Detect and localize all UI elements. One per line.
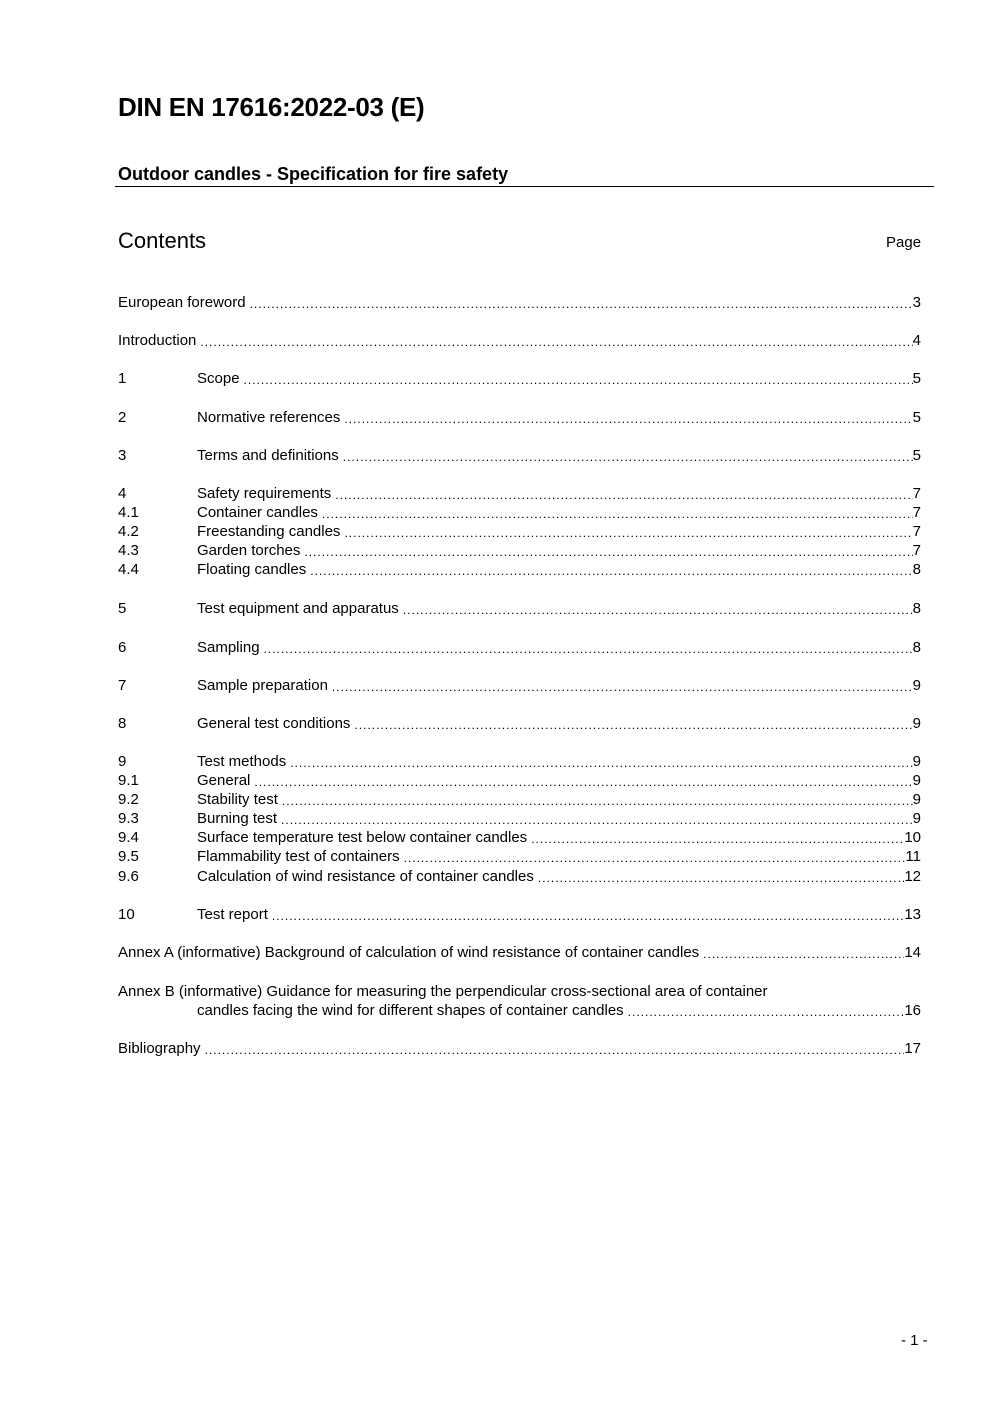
dot-leader	[538, 870, 904, 886]
toc-entry-annex-b-line-1[interactable]	[118, 982, 921, 1001]
toc-entry-2[interactable]	[118, 408, 921, 427]
dot-leader	[250, 296, 913, 312]
dot-leader	[354, 717, 912, 733]
toc-entry-page: 9	[912, 677, 921, 694]
toc-entry-page: 3	[912, 294, 921, 311]
dot-leader	[628, 1004, 905, 1020]
toc-entry-title: Freestanding candles	[197, 523, 341, 540]
toc-entry-number: 4.2	[118, 523, 139, 540]
toc-entry-title: Floating candles	[197, 561, 307, 578]
toc-entry-page: 14	[904, 944, 921, 961]
toc-entry-9-5[interactable]	[118, 847, 921, 866]
toc-entry-number: 1	[118, 370, 127, 387]
toc-entry-introduction[interactable]	[118, 331, 921, 350]
toc-entry-page: 8	[912, 600, 921, 617]
toc-entry-page: 9	[912, 810, 921, 827]
toc-entry-annex-a[interactable]	[118, 943, 921, 962]
toc-entry-title: Stability test	[197, 791, 278, 808]
toc-entry-3[interactable]	[118, 446, 921, 465]
toc-entry-9-6[interactable]	[118, 867, 921, 886]
toc-entry-page: 8	[912, 639, 921, 656]
toc-entry-7[interactable]	[118, 676, 921, 695]
toc-entry-title: Surface temperature test below container candles	[197, 829, 528, 846]
dot-leader	[244, 372, 913, 388]
toc-entry-8[interactable]	[118, 714, 921, 733]
dot-leader	[343, 449, 913, 465]
toc-entry-annex-b-line-2[interactable]	[118, 1001, 921, 1020]
toc-entry-10[interactable]	[118, 905, 921, 924]
toc-entry-number: 4	[118, 485, 127, 502]
toc-entry-1[interactable]	[118, 369, 921, 388]
toc-entry-title: Sampling	[197, 639, 260, 656]
toc-entry-4-2[interactable]	[118, 522, 921, 541]
toc-entry-4-3[interactable]	[118, 541, 921, 560]
toc-entry-title: General test conditions	[197, 715, 351, 732]
dot-leader	[264, 641, 913, 657]
toc-entry-page: 5	[912, 370, 921, 387]
toc-entry-page: 7	[912, 504, 921, 521]
dot-leader	[344, 411, 912, 427]
toc-entry-bibliography[interactable]	[118, 1039, 921, 1058]
dot-leader	[703, 946, 904, 962]
toc-entry-number: 9.2	[118, 791, 139, 808]
dot-leader	[403, 602, 913, 618]
toc-entry-title: Bibliography	[118, 1040, 201, 1057]
toc-entry-title: candles facing the wind for different shapes of container candles	[197, 1002, 624, 1019]
toc-entry-page: 7	[912, 523, 921, 540]
toc-entry-title: Garden torches	[197, 542, 301, 559]
toc-entry-page: 7	[912, 485, 921, 502]
document-id: DIN EN 17616:2022-03 (E)	[118, 92, 425, 122]
toc-entry-title: Calculation of wind resistance of container candles	[197, 868, 534, 885]
dot-leader	[335, 487, 912, 503]
toc-entry-number: 5	[118, 600, 127, 617]
toc-entry-number: 2	[118, 409, 127, 426]
toc-entry-number: 9.4	[118, 829, 139, 846]
toc-entry-number: 9.5	[118, 848, 139, 865]
toc-entry-number: 10	[118, 906, 135, 923]
toc-entry-number: 7	[118, 677, 127, 694]
toc-entry-4-4[interactable]	[118, 560, 921, 579]
dot-leader	[322, 506, 913, 522]
toc-entry-title: Scope	[197, 370, 240, 387]
toc-entry-number: 3	[118, 447, 127, 464]
toc-entry-title: Terms and definitions	[197, 447, 339, 464]
dot-leader	[200, 334, 912, 350]
toc-entry-title: Normative references	[197, 409, 341, 426]
toc-entry-number: 9.3	[118, 810, 139, 827]
toc-entry-page: 9	[912, 772, 921, 789]
toc-entry-title: European foreword	[118, 294, 246, 311]
toc-entry-title: Sample preparation	[197, 677, 328, 694]
toc-entry-title: Burning test	[197, 810, 278, 827]
toc-entry-title: Test methods	[197, 753, 287, 770]
dot-leader	[531, 831, 904, 847]
dot-leader	[404, 850, 906, 866]
title-rule	[115, 186, 934, 187]
page-number: - 1 -	[901, 1332, 928, 1349]
document-subtitle: Outdoor candles - Specification for fire safety	[118, 164, 509, 184]
toc-entry-title: Test report	[197, 906, 268, 923]
toc-entry-number: 4.3	[118, 542, 139, 559]
toc-entry-page: 8	[912, 561, 921, 578]
toc-entry-page: 17	[904, 1040, 921, 1057]
toc-entry-9-1[interactable]	[118, 771, 921, 790]
toc-entry-number: 8	[118, 715, 127, 732]
dot-leader	[304, 544, 912, 560]
toc-entry-number: 4.1	[118, 504, 139, 521]
dot-leader	[282, 793, 913, 809]
dot-leader	[205, 1042, 905, 1058]
toc-entry-9-3[interactable]	[118, 809, 921, 828]
toc-entry-page: 9	[912, 753, 921, 770]
toc-entry-5[interactable]	[118, 599, 921, 618]
dot-leader	[344, 525, 912, 541]
toc-entry-title: Introduction	[118, 332, 197, 349]
toc-entry-page: 9	[912, 791, 921, 808]
toc-entry-page: 7	[912, 542, 921, 559]
toc-entry-page: 5	[912, 409, 921, 426]
toc-entry-number: 9.6	[118, 868, 139, 885]
dot-leader	[281, 812, 913, 828]
toc-entry-number: 9	[118, 753, 127, 770]
dot-leader	[272, 908, 904, 924]
toc-entry-9-2[interactable]	[118, 790, 921, 809]
toc-entry-page: 5	[912, 447, 921, 464]
toc-entry-title: Annex A (informative) Background of calculation of wind resistance of container candles	[118, 944, 700, 961]
toc-entry-title: Test equipment and apparatus	[197, 600, 399, 617]
toc-entry-number: 9.1	[118, 772, 139, 789]
dot-leader	[310, 563, 912, 579]
toc-entry-european-foreword[interactable]	[118, 293, 921, 312]
toc-entry-title: Safety requirements	[197, 485, 332, 502]
contents-heading: Contents	[118, 228, 207, 253]
toc-entry-4[interactable]	[118, 484, 921, 503]
toc-entry-title: Container candles	[197, 504, 318, 521]
toc-entry-9-4[interactable]	[118, 828, 921, 847]
page-column-heading: Page	[886, 234, 922, 251]
toc-entry-title: Flammability test of containers	[197, 848, 400, 865]
dot-leader	[254, 774, 912, 790]
toc-entry-9[interactable]	[118, 752, 921, 771]
toc-entry-4-1[interactable]	[118, 503, 921, 522]
toc-entry-page: 4	[912, 332, 921, 349]
toc-entry-number: 4.4	[118, 561, 139, 578]
dot-leader	[332, 679, 913, 695]
toc-entry-page: 9	[912, 715, 921, 732]
toc-entry-page: 11	[905, 848, 921, 865]
dot-leader	[290, 755, 912, 771]
toc-entry-page: 12	[904, 868, 921, 885]
toc-entry-page: 10	[904, 829, 921, 846]
toc-entry-title: Annex B (informative) Guidance for measuring the perpendicular cross-sectional area of container	[118, 983, 768, 1000]
toc-entry-6[interactable]	[118, 638, 921, 657]
toc-entry-title: General	[197, 772, 251, 789]
toc-entry-page: 13	[904, 906, 921, 923]
toc-entry-number: 6	[118, 639, 127, 656]
toc-entry-page: 16	[904, 1002, 921, 1019]
